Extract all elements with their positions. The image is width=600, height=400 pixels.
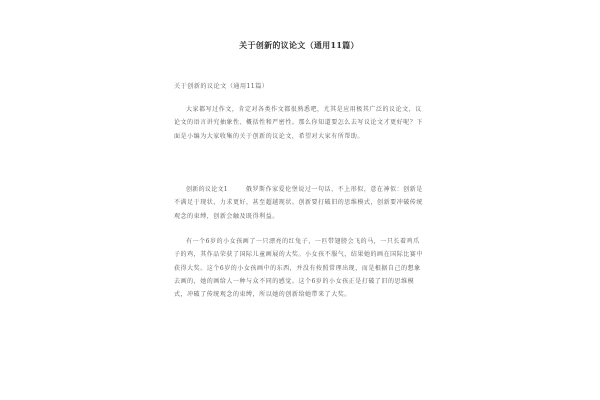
intro-paragraph: 大家都写过作文，肯定对各类作文都很熟悉吧，尤其是应用极其广泛的议论文，议论文的语言讲究抽象性、概括性和严密性。那么你知道要怎么去写议论文才更好呢？下面是小编为大家收集的关于创新的议论文，希望对大家有所帮助。 (174, 106, 423, 140)
document-title: 关于创新的议论文（通用11篇） (239, 40, 359, 50)
essay1-label: 创新的议论文1 (186, 186, 228, 193)
document-page (160, 0, 438, 400)
essay1-line1: 俄罗斯作家爱伦堡说过一句话，不上形似，意在神似：创新是不满足于现状，力求更好，甚至超越现状。 (174, 186, 423, 207)
essay1-paragraph (174, 183, 426, 223)
essay1-line2: 创新要打破旧的思维模式，创新要冲破传统观念的束缚，创新会触及既得利益。 (174, 199, 423, 220)
story-paragraph: 有一个6岁的小女孩画了一只漂亮的红兔子，一匹带翅膀会飞的马，一只长着鸡爪子的鸡，其作品荣获了国际儿童画展的大奖。小女孩不服气，结果她的画在国际比赛中获得大奖。这个6岁的小女孩画中的东西，并没有按照常理出现，而是根据自己的想象去画的，她的画给人一种与众不同的感觉。这个6岁的小女孩正是打破了旧的思维模式，冲破了传统观念的束缚，所以她的创新给她带来了大奖。 (174, 238, 423, 299)
document-subtitle: 关于创新的议论文（通用11篇） (174, 83, 269, 90)
